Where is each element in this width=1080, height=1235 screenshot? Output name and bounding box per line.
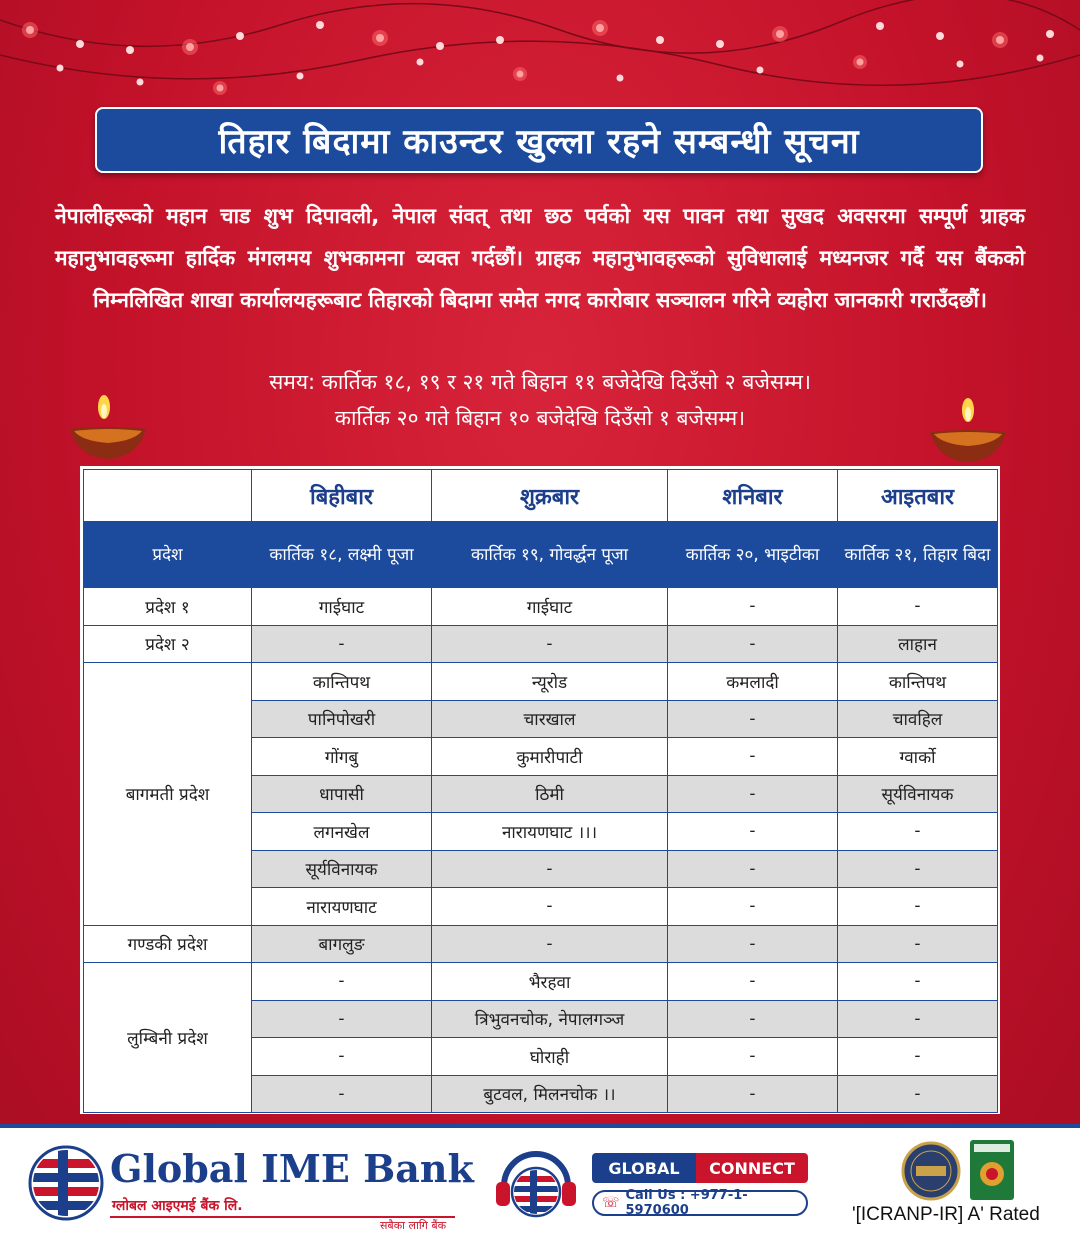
global-connect-connect: CONNECT [696, 1153, 808, 1183]
branch-cell: - [668, 588, 838, 626]
branch-cell: भैरहवा [432, 963, 668, 1001]
branch-cell: - [668, 1038, 838, 1076]
branch-schedule-table [80, 466, 1000, 1114]
branch-cell: - [838, 588, 998, 626]
branch-cell: त्रिभुवनचोक, नेपालगञ्ज [432, 1000, 668, 1038]
day-header: शुक्रबार [432, 470, 668, 522]
branch-cell: - [838, 963, 998, 1001]
time-line-1: समय: कार्तिक १८, १९ र २१ गते बिहान ११ बजेदेखि दिउँसो २ बजेसम्म। [269, 370, 811, 394]
date-header: कार्तिक १८, लक्ष्मी पूजा [252, 522, 432, 588]
branch-cell: - [668, 925, 838, 963]
date-header-row [84, 522, 998, 588]
festival-lights-decoration [0, 0, 1080, 110]
branch-cell: कुमारीपाटी [432, 738, 668, 776]
call-us-badge[interactable] [592, 1190, 808, 1216]
branch-cell: - [432, 925, 668, 963]
branch-cell: - [838, 1075, 998, 1113]
day-header: बिहीबार [252, 470, 432, 522]
branch-cell: सूर्यविनायक [252, 850, 432, 888]
branch-cell: घोराही [432, 1038, 668, 1076]
province-cell: गण्डकी प्रदेश [84, 925, 252, 963]
branch-cell: गाईघाट [432, 588, 668, 626]
day-header-row [84, 470, 998, 522]
branch-cell: - [432, 850, 668, 888]
branch-cell: - [668, 738, 838, 776]
branch-cell: नारायणघाट ।।। [432, 813, 668, 851]
branch-cell: - [252, 625, 432, 663]
bank-tagline: सबैका लागि बैंक [380, 1219, 447, 1232]
table-row [84, 963, 998, 1001]
branch-cell: - [668, 700, 838, 738]
branch-cell: - [252, 963, 432, 1001]
footer [0, 1124, 1080, 1235]
branch-cell: - [838, 1038, 998, 1076]
branch-cell: पानिपोखरी [252, 700, 432, 738]
date-header: कार्तिक २१, तिहार बिदा [838, 522, 998, 588]
branch-cell: - [838, 888, 998, 926]
corner-cell [84, 470, 252, 522]
branch-cell: न्यूरोड [432, 663, 668, 701]
branch-cell: - [432, 625, 668, 663]
branch-cell: - [838, 813, 998, 851]
branch-cell: लाहान [838, 625, 998, 663]
date-header: कार्तिक २०, भाइटीका [668, 522, 838, 588]
branch-cell: लगनखेल [252, 813, 432, 851]
global-ime-logo-icon [28, 1145, 104, 1221]
branch-cell: - [432, 888, 668, 926]
branch-cell: बुटवल, मिलनचोक ।। [432, 1075, 668, 1113]
branch-cell: - [668, 963, 838, 1001]
branch-cell: ठिमी [432, 775, 668, 813]
branch-cell: - [668, 813, 838, 851]
branch-cell: - [668, 775, 838, 813]
phone-icon: ☏ [602, 1195, 620, 1211]
branch-cell: ग्वार्को [838, 738, 998, 776]
branch-cell: - [838, 1000, 998, 1038]
intro-paragraph: नेपालीहरूको महान चाड शुभ दिपावली, नेपाल संवत् तथा छठ पर्वको यस पावन तथा सुखद अवसरमा सम्पूर्ण ग्राहक महानुभावहरूमा हार्दिक मंगलमय शुभकामना व्यक्त गर्दछौं। ग्राहक महानुभावहरूको सुविधालाई मध्यनजर गर्दै यस बैंकको निम्नलिखित शाखा कार्यालयहरूबाट तिहारको बिदामा समेत नगद कारोबार सञ्चालन गरिने व्यहोरा जानकारी गराउँदछौं। [55, 204, 1025, 312]
branch-cell: कान्तिपथ [838, 663, 998, 701]
branch-cell: - [252, 1038, 432, 1076]
table-row [84, 663, 998, 701]
time-line-2: कार्तिक २० गते बिहान १० बजेदेखि दिउँसो १ बजेसम्म। [334, 406, 746, 430]
branch-cell: चारखाल [432, 700, 668, 738]
branch-cell: नारायणघाट [252, 888, 432, 926]
branch-cell: गोंगबु [252, 738, 432, 776]
province-header: प्रदेश [84, 522, 252, 588]
province-cell: प्रदेश १ [84, 588, 252, 626]
notice-title: तिहार बिदामा काउन्टर खुल्ला रहने सम्बन्धी सूचना [95, 107, 983, 173]
global-connect-global: GLOBAL [592, 1153, 696, 1183]
branch-cell: कान्तिपथ [252, 663, 432, 701]
table-row [84, 588, 998, 626]
day-header: शनिबार [668, 470, 838, 522]
bank-name: Global IME Bank [110, 1146, 474, 1191]
day-header: आइतबार [838, 470, 998, 522]
branch-cell: - [668, 850, 838, 888]
diya-lamp-icon [68, 395, 148, 465]
diya-lamp-icon [928, 398, 1008, 468]
rating-text: '[ICRANP-IR] A' Rated [852, 1204, 1040, 1225]
banker-award-icon [970, 1140, 1014, 1200]
branch-cell: चावहिल [838, 700, 998, 738]
branch-cell: - [668, 888, 838, 926]
branch-cell: कमलादी [668, 663, 838, 701]
branch-cell: - [838, 925, 998, 963]
branch-cell: धापासी [252, 775, 432, 813]
branch-cell: - [668, 625, 838, 663]
table-row [84, 925, 998, 963]
branch-cell: बागलुङ [252, 925, 432, 963]
branch-cell: - [668, 1075, 838, 1113]
headset-logo-icon [490, 1142, 582, 1226]
branch-cell: - [252, 1000, 432, 1038]
branch-cell: गाईघाट [252, 588, 432, 626]
branch-cell: - [668, 1000, 838, 1038]
call-us-text: Call Us : +977-1-5970600 [625, 1188, 748, 1218]
table-row [84, 625, 998, 663]
branch-cell: - [252, 1075, 432, 1113]
branch-cell: - [838, 850, 998, 888]
province-cell: प्रदेश २ [84, 625, 252, 663]
award-badge-icon [900, 1140, 962, 1202]
province-cell: लुम्बिनी प्रदेश [84, 963, 252, 1113]
date-header: कार्तिक १९, गोवर्द्धन पूजा [432, 522, 668, 588]
province-cell: बागमती प्रदेश [84, 663, 252, 926]
bank-name-nepali: ग्लोबल आइएमई बैंक लि. [112, 1198, 243, 1214]
branch-cell: सूर्यविनायक [838, 775, 998, 813]
